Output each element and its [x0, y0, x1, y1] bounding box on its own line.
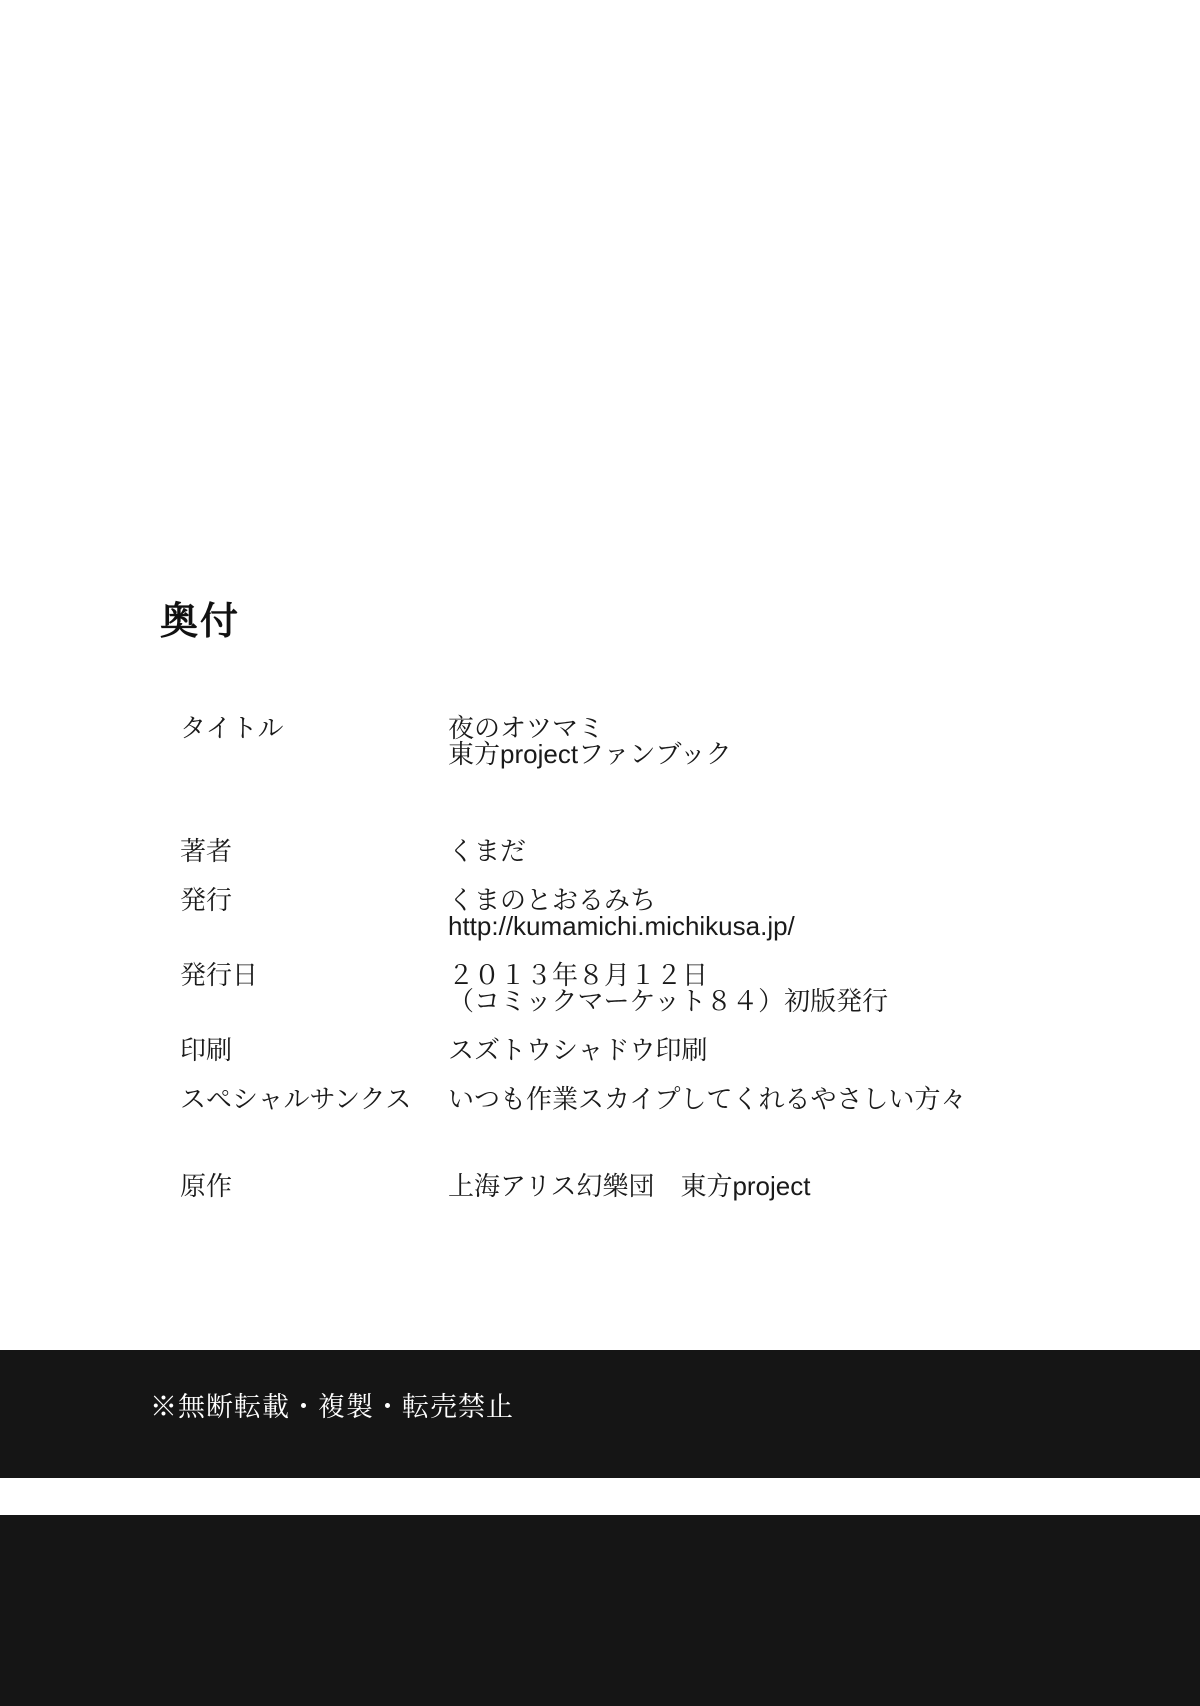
publisher-url[interactable]: http://kumamichi.michikusa.jp/	[448, 911, 795, 941]
row-value-author: くまだ	[448, 836, 527, 866]
row-label-spacer	[180, 741, 448, 790]
row-label-title: タイトル	[180, 713, 284, 743]
row-value-original-work: 上海アリス幻樂団 東方project	[448, 1171, 811, 1201]
table-row-spacer	[180, 790, 1080, 838]
row-value-publish-date: ２０１３年８月１２日	[448, 960, 709, 990]
table-row	[180, 913, 1080, 962]
row-label-author: 著者	[180, 836, 233, 866]
row-label-printing: 印刷	[180, 1035, 233, 1065]
footer-bottom-bar	[0, 1515, 1200, 1706]
spacer-cell	[448, 790, 1080, 838]
row-label-publish-date: 発行日	[180, 960, 259, 990]
table-row	[180, 887, 1080, 913]
footer-bar-gap	[0, 1478, 1200, 1515]
row-label-spacer	[180, 988, 448, 1037]
table-row	[180, 1173, 1080, 1222]
row-value-publish-event: （コミックマーケット８４）初版発行	[448, 986, 889, 1016]
row-value-printing: スズトウシャドウ印刷	[448, 1035, 708, 1065]
page-title: 奥付	[160, 601, 241, 643]
spacer-cell	[180, 1135, 448, 1173]
table-row	[180, 838, 1080, 887]
table-row	[180, 988, 1080, 1037]
table-row	[180, 1037, 1080, 1086]
row-value-special-thanks: いつも作業スカイプしてくれるやさしい方々	[448, 1084, 967, 1114]
row-label-original-work: 原作	[180, 1171, 233, 1201]
colophon-info-table	[180, 715, 1080, 1222]
row-label-publisher: 発行	[180, 885, 233, 915]
table-row	[180, 715, 1080, 741]
table-row-spacer	[180, 1135, 1080, 1173]
spacer-cell	[448, 1135, 1080, 1173]
row-label-spacer	[180, 913, 448, 962]
table-row	[180, 962, 1080, 988]
row-label-special-thanks: スペシャルサンクス	[180, 1084, 412, 1114]
copyright-notice: ※無断転載・複製・転売禁止	[150, 1392, 514, 1422]
row-value-title-sub: 東方projectファンブック	[448, 739, 732, 769]
table-row	[180, 1086, 1080, 1135]
row-value-publisher: くまのとおるみち	[448, 885, 657, 915]
table-row	[180, 741, 1080, 790]
spacer-cell	[180, 790, 448, 838]
row-value-title: 夜のオツマミ	[448, 713, 605, 743]
